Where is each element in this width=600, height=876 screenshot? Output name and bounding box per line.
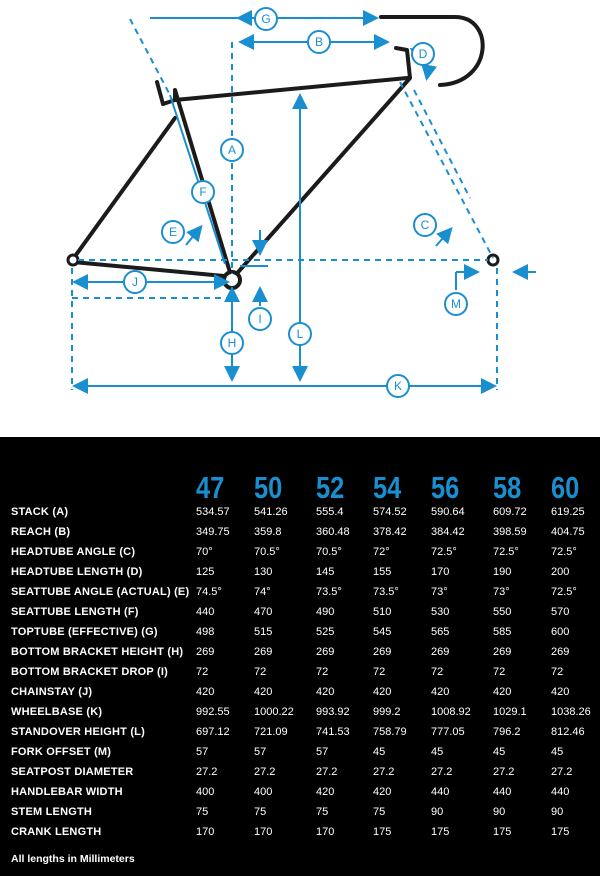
table-cell: 170 (254, 826, 273, 838)
row-label: STACK (A) (11, 506, 69, 518)
table-cell: 470 (254, 606, 273, 618)
dimension-label-j (124, 271, 146, 293)
table-cell: 269 (493, 646, 512, 658)
table-row (0, 786, 600, 806)
table-cell: 570 (551, 606, 570, 618)
table-cell: 993.92 (316, 706, 350, 718)
rear-axle (68, 255, 78, 265)
table-cell: 74° (254, 586, 271, 598)
chain-stay (73, 262, 224, 276)
svg-text:A: A (227, 143, 237, 157)
table-cell: 190 (493, 566, 512, 578)
row-label: SEATTUBE ANGLE (ACTUAL) (E) (11, 586, 190, 598)
table-cell: 360.48 (316, 526, 350, 538)
table-cell: 378.42 (373, 526, 407, 538)
row-label: CHAINSTAY (J) (11, 686, 93, 698)
table-cell: 27.2 (551, 766, 573, 778)
table-cell: 420 (316, 686, 335, 698)
table-cell: 1029.1 (493, 706, 527, 718)
svg-text:G: G (261, 12, 271, 26)
front-axle (488, 255, 498, 265)
table-cell: 27.2 (316, 766, 338, 778)
table-cell: 555.4 (316, 506, 344, 518)
table-row (0, 506, 600, 526)
dimension-label-g (255, 8, 277, 30)
table-row (0, 726, 600, 746)
table-cell: 72 (551, 666, 564, 678)
dimension-label-f (192, 181, 214, 203)
size-column-60: 60 (551, 470, 580, 505)
row-label: HANDLEBAR WIDTH (11, 786, 123, 798)
table-cell: 400 (254, 786, 273, 798)
table-row (0, 666, 600, 686)
table-cell: 45 (551, 746, 564, 758)
svg-text:H: H (227, 336, 237, 350)
table-cell: 530 (431, 606, 450, 618)
dimension-label-l (289, 323, 311, 345)
svg-text:I: I (258, 312, 262, 326)
table-cell: 384.42 (431, 526, 465, 538)
table-cell: 130 (254, 566, 273, 578)
row-label: HEADTUBE ANGLE (C) (11, 546, 136, 558)
table-cell: 170 (196, 826, 215, 838)
dimension-label-m (445, 293, 467, 315)
table-row (0, 626, 600, 646)
size-column-52: 52 (316, 470, 345, 505)
table-cell: 420 (254, 686, 273, 698)
svg-text:E: E (168, 225, 178, 239)
table-row (0, 526, 600, 546)
table-cell: 27.2 (373, 766, 395, 778)
table-cell: 170 (431, 566, 450, 578)
dimension-label-c (414, 214, 436, 236)
svg-text:M: M (451, 297, 461, 311)
size-column-50: 50 (254, 470, 283, 505)
table-cell: 75 (196, 806, 209, 818)
table-cell: 574.52 (373, 506, 407, 518)
table-cell: 741.53 (316, 726, 350, 738)
row-label: TOPTUBE (EFFECTIVE) (G) (11, 626, 158, 638)
table-cell: 75 (254, 806, 267, 818)
table-cell: 145 (316, 566, 335, 578)
table-row (0, 546, 600, 566)
table-cell: 440 (196, 606, 215, 618)
table-cell: 27.2 (254, 766, 276, 778)
svg-text:D: D (418, 47, 428, 61)
dimension-label-e (162, 221, 184, 243)
table-cell: 72.5° (551, 546, 577, 558)
seatpost (157, 82, 163, 104)
table-cell: 550 (493, 606, 512, 618)
table-cell: 73.5° (373, 586, 399, 598)
table-cell: 170 (316, 826, 335, 838)
table-cell: 269 (316, 646, 335, 658)
table-cell: 534.57 (196, 506, 230, 518)
table-cell: 545 (373, 626, 392, 638)
row-label: HEADTUBE LENGTH (D) (11, 566, 143, 578)
svg-text:J: J (132, 275, 138, 289)
table-cell: 420 (316, 786, 335, 798)
table-cell: 90 (493, 806, 506, 818)
table-cell: 1000.22 (254, 706, 294, 718)
table-cell: 70.5° (254, 546, 280, 558)
table-cell: 70.5° (316, 546, 342, 558)
geometry-diagram (0, 0, 600, 437)
table-cell: 420 (551, 686, 570, 698)
table-cell: 498 (196, 626, 215, 638)
table-cell: 175 (431, 826, 450, 838)
table-cell: 45 (431, 746, 444, 758)
table-cell: 525 (316, 626, 335, 638)
row-label: REACH (B) (11, 526, 71, 538)
table-cell: 73.5° (316, 586, 342, 598)
table-cell: 565 (431, 626, 450, 638)
row-label: STEM LENGTH (11, 806, 93, 818)
table-cell: 73° (431, 586, 448, 598)
table-cell: 269 (254, 646, 273, 658)
table-cell: 1008.92 (431, 706, 471, 718)
table-row (0, 606, 600, 626)
table-cell: 420 (373, 786, 392, 798)
table-row (0, 686, 600, 706)
row-label: CRANK LENGTH (11, 826, 102, 838)
table-cell: 27.2 (431, 766, 453, 778)
table-cell: 1038.26 (551, 706, 591, 718)
dimension-label-d (412, 43, 434, 65)
table-cell: 999.2 (373, 706, 401, 718)
dimension-label-k (387, 375, 409, 397)
table-cell: 510 (373, 606, 392, 618)
row-label: SEATPOST DIAMETER (11, 766, 134, 778)
table-cell: 490 (316, 606, 335, 618)
table-cell: 75 (316, 806, 329, 818)
table-cell: 721.09 (254, 726, 288, 738)
table-cell: 72 (254, 666, 267, 678)
table-row (0, 806, 600, 826)
table-cell: 72.5° (551, 586, 577, 598)
table-cell: 72.5° (493, 546, 519, 558)
table-cell: 57 (316, 746, 329, 758)
table-cell: 200 (551, 566, 570, 578)
table-row (0, 706, 600, 726)
table-cell: 155 (373, 566, 392, 578)
table-cell: 72.5° (431, 546, 457, 558)
table-cell: 420 (196, 686, 215, 698)
table-cell: 590.64 (431, 506, 465, 518)
table-cell: 400 (196, 786, 215, 798)
seat-stay (73, 118, 178, 259)
table-cell: 440 (551, 786, 570, 798)
down-tube (232, 86, 403, 279)
table-cell: 609.72 (493, 506, 527, 518)
table-cell: 796.2 (493, 726, 521, 738)
row-label: FORK OFFSET (M) (11, 746, 112, 758)
table-cell: 74.5° (196, 586, 222, 598)
table-row (0, 586, 600, 606)
table-row (0, 746, 600, 766)
table-row (0, 566, 600, 586)
size-column-47: 47 (196, 470, 225, 505)
dimension-label-b (308, 31, 330, 53)
table-cell: 697.12 (196, 726, 230, 738)
row-label: WHEELBASE (K) (11, 706, 103, 718)
table-cell: 72 (431, 666, 444, 678)
table-cell: 349.75 (196, 526, 230, 538)
table-cell: 45 (373, 746, 386, 758)
table-cell: 72 (373, 666, 386, 678)
units-footnote: All lengths in Millimeters (11, 853, 135, 865)
table-cell: 27.2 (196, 766, 218, 778)
table-cell: 269 (196, 646, 215, 658)
size-column-58: 58 (493, 470, 522, 505)
table-cell: 27.2 (493, 766, 515, 778)
table-cell: 515 (254, 626, 273, 638)
table-cell: 72 (196, 666, 209, 678)
size-column-54: 54 (373, 470, 402, 505)
table-row (0, 766, 600, 786)
table-cell: 175 (373, 826, 392, 838)
table-cell: 440 (431, 786, 450, 798)
row-label: STANDOVER HEIGHT (L) (11, 726, 145, 738)
table-cell: 541.26 (254, 506, 288, 518)
table-cell: 269 (373, 646, 392, 658)
table-cell: 600 (551, 626, 570, 638)
table-cell: 777.05 (431, 726, 465, 738)
table-cell: 75 (373, 806, 386, 818)
svg-text:F: F (199, 185, 207, 199)
table-cell: 125 (196, 566, 215, 578)
table-cell: 57 (196, 746, 209, 758)
table-cell: 420 (431, 686, 450, 698)
row-label: BOTTOM BRACKET HEIGHT (H) (11, 646, 184, 658)
table-cell: 45 (493, 746, 506, 758)
table-cell: 420 (493, 686, 512, 698)
table-cell: 70° (196, 546, 213, 558)
table-cell: 585 (493, 626, 512, 638)
table-cell: 812.46 (551, 726, 585, 738)
table-cell: 269 (431, 646, 450, 658)
table-cell: 992.55 (196, 706, 230, 718)
table-cell: 359.8 (254, 526, 282, 538)
table-cell: 57 (254, 746, 267, 758)
svg-text:C: C (420, 218, 430, 232)
table-cell: 420 (373, 686, 392, 698)
dimension-label-h (221, 332, 243, 354)
table-cell: 398.59 (493, 526, 527, 538)
table-cell: 72 (493, 666, 506, 678)
top-tube (175, 78, 407, 100)
table-row (0, 646, 600, 666)
dimension-labels (124, 8, 467, 397)
size-column-56: 56 (431, 470, 460, 505)
table-row (0, 826, 600, 846)
svg-text:L: L (296, 327, 304, 341)
table-cell: 619.25 (551, 506, 585, 518)
row-label: SEATTUBE LENGTH (F) (11, 606, 139, 618)
table-cell: 72 (316, 666, 329, 678)
table-cell: 175 (493, 826, 512, 838)
geometry-table (0, 437, 600, 876)
table-cell: 269 (551, 646, 570, 658)
table-cell: 404.75 (551, 526, 585, 538)
svg-text:B: B (314, 35, 324, 49)
table-cell: 90 (431, 806, 444, 818)
table-cell: 440 (493, 786, 512, 798)
svg-text:K: K (393, 379, 403, 393)
table-cell: 73° (493, 586, 510, 598)
table-cell: 90 (551, 806, 564, 818)
dimension-label-a (221, 139, 243, 161)
table-cell: 175 (551, 826, 570, 838)
bottom-bracket (224, 272, 240, 288)
table-cell: 758.79 (373, 726, 407, 738)
bike-frame-drawing (0, 0, 600, 437)
table-cell: 72° (373, 546, 390, 558)
dimension-label-i (249, 308, 271, 330)
row-label: BOTTOM BRACKET DROP (I) (11, 666, 168, 678)
